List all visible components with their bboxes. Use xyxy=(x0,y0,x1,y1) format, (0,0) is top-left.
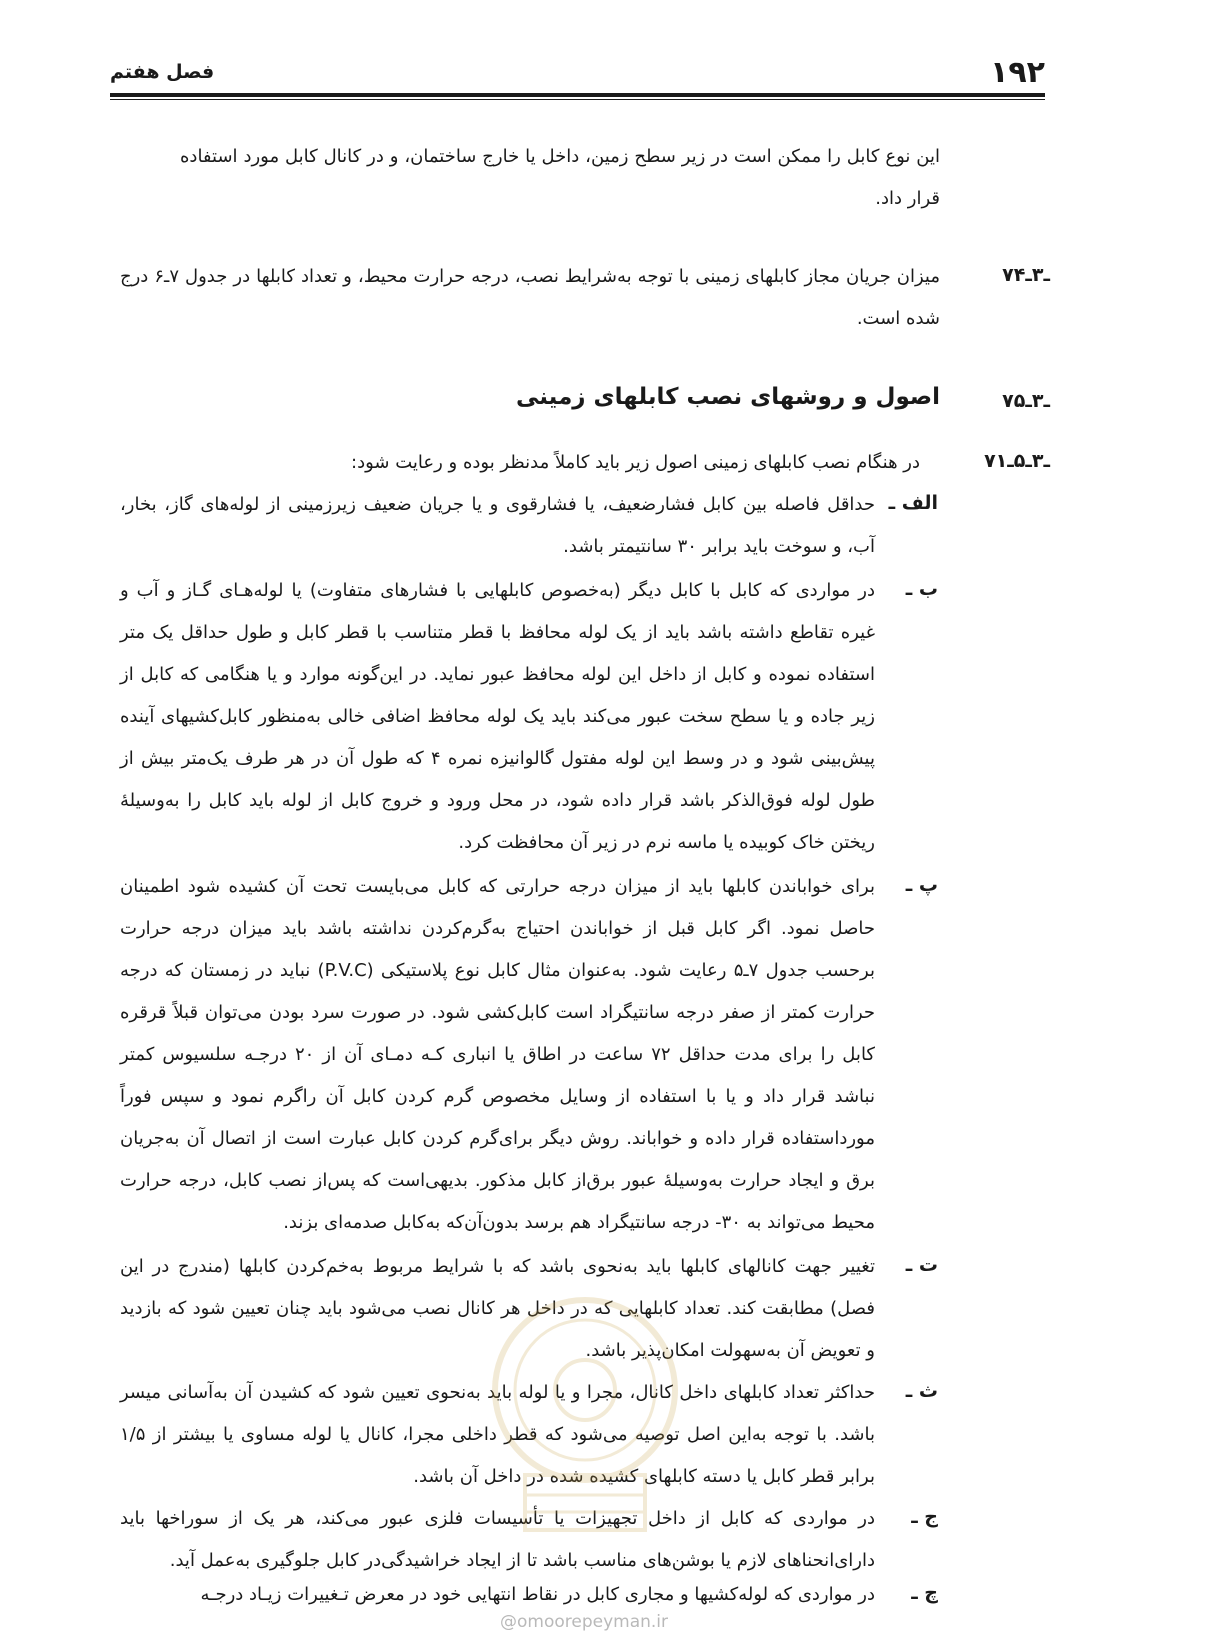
section-number-7-3-4: ۷ـ۳ـ۴ xyxy=(1002,264,1050,286)
item-text-se: حداکثر تعداد کابلهای داخل کانال، مجرا و یا لوله باید به‌نحوی تعیین شود که کشیدن آن به‌آسانی میسر باشد. با توجه به‌این اصل توصیه می‌شود که قطر داخلی مجرا، کانال یا لوله مساوی یا بیشتر از ۱/۵ برابر قطر کابل یا دسته کابلهای کشیده شده در داخل آن باشد. xyxy=(120,1382,875,1487)
item-text-jim: در مواردی که کابل از داخل تجهیزات یا تأسیسات فلزی عبور می‌کند، هر یک از سوراخها باید دارای‌انحناهای لازم یا بوشن‌های مناسب باشد تا از ایجاد خراشیدگی‌در کابل جلوگیری به‌عمل آید. xyxy=(120,1508,875,1571)
item-letter-te: ت ـ xyxy=(905,1254,938,1276)
intro-paragraph: این نوع کابل را ممکن است در زیر سطح زمین، داخل یا خارج ساختمان، و در کانال کابل مورد استفاده قرار داد. xyxy=(180,146,940,209)
header-rule-thin xyxy=(110,99,1045,100)
item-text-alef: حداقل فاصله بین کابل فشارضعیف، یا فشارقوی و یا جریان ضعیف زیرزمینی از لوله‌های گاز، بخار، آب، و سوخت باید برابر ۳۰ سانتیمتر باشد. xyxy=(120,494,875,557)
section-7-3-4-text: میزان جریان مجاز کابلهای زمینی با توجه به‌شرایط نصب، درجه حرارت محیط، و تعداد کابلها در جدول ۷ـ۶ درج شده است. xyxy=(120,266,940,329)
section-number-7-3-5: ۷ـ۳ـ۵ xyxy=(1002,390,1050,412)
section-number-7-3-5-1: ۷ـ۳ـ۵ـ۱ xyxy=(984,450,1050,472)
watermark-seal-icon xyxy=(470,1290,700,1540)
item-letter-che: چ ـ xyxy=(911,1582,938,1604)
item-letter-pe: پ ـ xyxy=(905,874,938,896)
item-letter-jim: ج ـ xyxy=(911,1506,938,1528)
item-text-be: در مواردی که کابل با کابل دیگر (به‌خصوص کابلهایی با فشارهای متفاوت) یا لوله‌هـای گـاز و آب و غیره تقاطع داشته باشد باید از یک لوله محافظ با قطر متناسب با قطر کابل و طول حداقل یک متر استفاده نموده و کابل از داخل این لوله محافظ عبور نماید. در این‌گونه موارد و یا هنگامی که کابل از زیر جاده و یا سطح سخت عبور می‌کند باید یک لوله محافظ اضافی خالی به‌منظور کابل‌کشیهای آینده پیش‌بینی شود و در وسط این لوله مفتول گالوانیزه نمره ۴ که طول آن در هر طرف یک‌متر بیش از طول لوله فوق‌الذکر باشد قرار داده شود، در محل ورود و خروج کابل از لوله باید کابل را به‌وسیلهٔ ریختن خاک کوبیده یا ماسه نرم در زیر آن محافظت کرد. xyxy=(120,580,875,853)
item-letter-se: ث ـ xyxy=(905,1380,938,1402)
item-text-che: در مواردی که لوله‌کشیها و مجاری کابل در نقاط انتهایی خود در معرض تـغییرات زیـاد درجـه xyxy=(200,1584,875,1605)
item-letter-alef: الف ـ xyxy=(888,492,938,514)
section-7-3-5-1-text: در هنگام نصب کابلهای زمینی اصول زیر باید کاملاً مدنظر بوده و رعایت شود: xyxy=(351,452,920,473)
chapter-title: فصل هفتم xyxy=(110,61,215,83)
item-text-pe: برای خواباندن کابلها باید از میزان درجه حرارتی که کابل می‌بایست تحت آن کشیده شود اطمینان حاصل نمود. اگر کابل قبل از خواباندن احتیاج به‌گرم‌کردن نداشته باشد باید میزان درجه حرارت برحسب جدول ۷ـ۵ رعایت شود. به‌عنوان مثال کابل نوع پلاستیکی (P.V.C) نباید در زمستان که درجه حرارت کمتر از صفر درجه سانتیگراد است کابل‌کشی شود. در صورت سرد بودن می‌توان قبلاً قرقره کابل را برای مدت حداقل ۷۲ ساعت در اطاق یا انباری کـه دمـای آن از ۲۰ درجـه سلسیوس کمتر نباشد قرار داد و یا با استفاده از وسایل مخصوص گرم کردن کابل آن راگرم نمود و سپس فوراً مورداستفاده قرار داده و خواباند. روش دیگر برای‌گرم کردن کابل عبارت است از اتصال آن به‌جریان برق و ایجاد حرارت به‌وسیلهٔ عبور برق‌از کابل مذکور. بدیهی‌است که پس‌از نصب کابل، درجه حرارت محیط می‌تواند به ۳۰- درجه سانتیگراد هم برسد بدون‌آن‌که به‌کابل صدمه‌ای بزند. xyxy=(120,876,875,1233)
page-header xyxy=(110,55,1045,95)
item-text-te: تغییر جهت کانالهای کابلها باید به‌نحوی باشد که با شرایط مربوط به‌خم‌کردن کابلها (مندرج در این فصل) مطابقت کند. تعداد کابلهایی که در داخل هر کانال نصب می‌شود باید چنان تعیین شود که بازدید و تعویض آن به‌سهولت امکان‌پذیر باشد. xyxy=(120,1256,875,1361)
item-letter-be: ب ـ xyxy=(905,578,938,600)
header-rule-thick xyxy=(110,93,1045,97)
footer-website: @omoorepeyman.ir xyxy=(500,1612,669,1632)
section-heading: اصول و روشهای نصب کابلهای زمینی xyxy=(516,384,940,410)
page-number: ۱۹۲ xyxy=(990,55,1045,90)
